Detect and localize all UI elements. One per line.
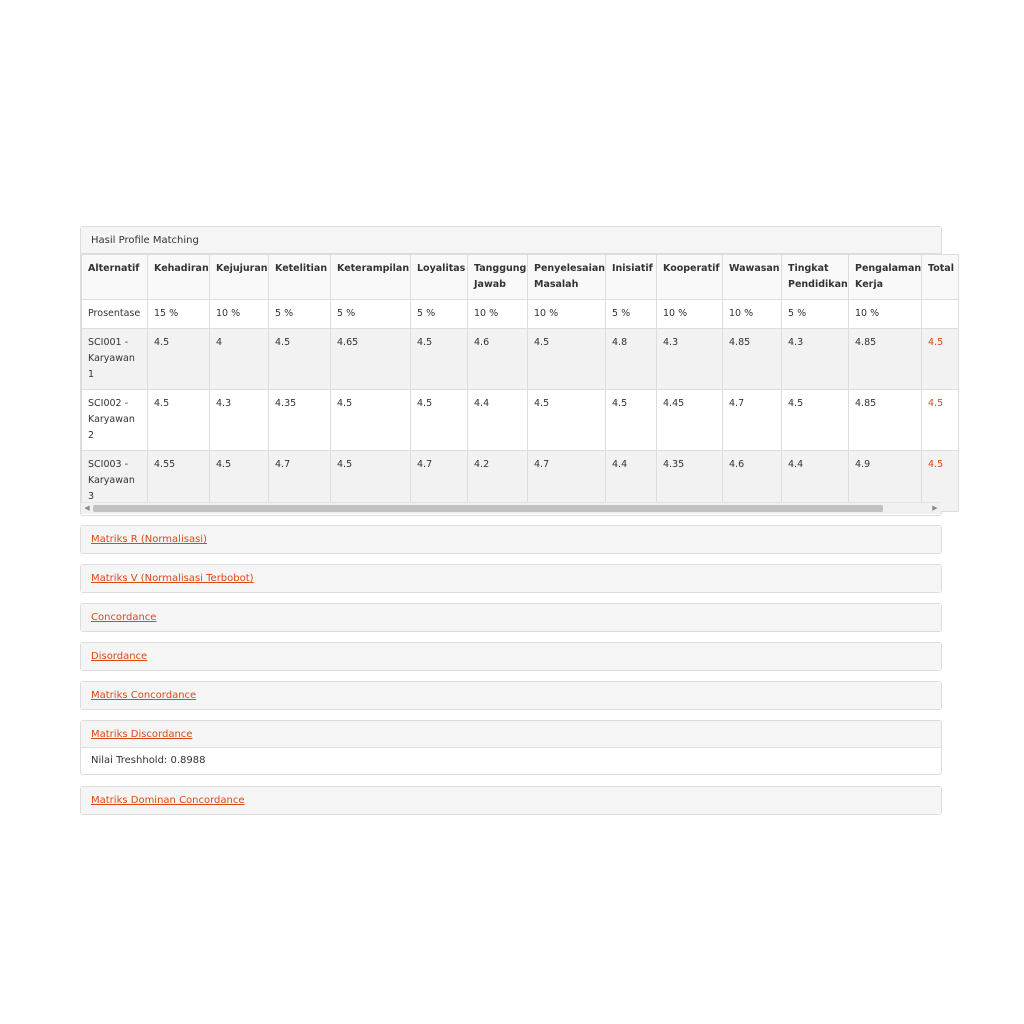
table-cell: 10 % <box>528 300 606 329</box>
table-cell: 4.65 <box>331 329 411 390</box>
panel-matriks-discordance <box>80 720 942 775</box>
table-cell: 10 % <box>210 300 269 329</box>
col-header: Keterampilan <box>331 255 411 300</box>
table-row <box>82 390 959 451</box>
col-header: Pengalaman Kerja <box>849 255 922 300</box>
col-header: Tingkat Pendidikan <box>782 255 849 300</box>
panel-matriks-dominan-concordance <box>80 786 942 815</box>
table-cell: 10 % <box>849 300 922 329</box>
total-cell: 4.5 <box>922 451 959 512</box>
table-cell <box>922 300 959 329</box>
table-cell: SCI001 - Karyawan 1 <box>82 329 148 390</box>
col-header: Ketelitian <box>269 255 331 300</box>
table-cell: 4.35 <box>657 451 723 512</box>
col-header: Penyelesaian Masalah <box>528 255 606 300</box>
table-cell: 10 % <box>468 300 528 329</box>
panel-title: Hasil Profile Matching <box>81 227 941 254</box>
total-cell: 4.5 <box>922 390 959 451</box>
profile-matching-panel <box>80 226 954 516</box>
table-cell: 4.4 <box>468 390 528 451</box>
table-cell: 5 % <box>606 300 657 329</box>
table-scroll-area[interactable] <box>81 254 954 502</box>
table-cell: 4.9 <box>849 451 922 512</box>
table-row <box>82 329 959 390</box>
panel-concordance <box>80 603 942 632</box>
table-cell: SCI003 - Karyawan 3 <box>82 451 148 512</box>
concordance-link[interactable]: Concordance <box>91 612 157 623</box>
total-cell: 4.5 <box>922 329 959 390</box>
table-cell: 4.7 <box>528 451 606 512</box>
table-cell: 4.5 <box>528 329 606 390</box>
table-cell: 4.6 <box>468 329 528 390</box>
table-cell: 4.3 <box>210 390 269 451</box>
table-cell: 4.5 <box>210 451 269 512</box>
table-cell: 4.85 <box>849 329 922 390</box>
panel-matriks-concordance <box>80 681 942 710</box>
table-cell: 4.2 <box>468 451 528 512</box>
col-header: Tanggung Jawab <box>468 255 528 300</box>
table-cell: 4.55 <box>148 451 210 512</box>
table-cell: 4.5 <box>411 390 468 451</box>
table-cell: 5 % <box>269 300 331 329</box>
col-header: Kejujuran <box>210 255 269 300</box>
col-header: Kehadiran <box>148 255 210 300</box>
table-cell: 15 % <box>148 300 210 329</box>
col-header: Wawasan <box>723 255 782 300</box>
horizontal-scrollbar[interactable] <box>81 502 941 514</box>
table-cell: 4.8 <box>606 329 657 390</box>
matriks-discordance-link[interactable]: Matriks Discordance <box>91 729 193 740</box>
table-cell: 4.5 <box>331 390 411 451</box>
table-cell: 4.7 <box>723 390 782 451</box>
table-cell: 4.85 <box>723 329 782 390</box>
table-cell: 4.4 <box>606 451 657 512</box>
col-header: Kooperatif <box>657 255 723 300</box>
matriks-v-link[interactable]: Matriks V (Normalisasi Terbobot) <box>91 573 254 584</box>
matriks-dominan-concordance-link[interactable]: Matriks Dominan Concordance <box>91 795 245 806</box>
table-cell: 4.5 <box>148 390 210 451</box>
table-cell: 5 % <box>411 300 468 329</box>
table-cell: 4.6 <box>723 451 782 512</box>
table-cell: 4.5 <box>148 329 210 390</box>
col-header: Alternatif <box>82 255 148 300</box>
table-header-row <box>82 255 959 300</box>
table-cell: 4.45 <box>657 390 723 451</box>
table-cell: 5 % <box>782 300 849 329</box>
threshold-value: Nilai Treshhold: 0.8988 <box>91 755 206 766</box>
table-cell: 4.35 <box>269 390 331 451</box>
panel-matriks-v <box>80 564 942 593</box>
arrow-right-icon[interactable]: ▶ <box>932 504 938 512</box>
profile-matching-table <box>81 254 959 512</box>
table-cell: 10 % <box>657 300 723 329</box>
table-cell: 4 <box>210 329 269 390</box>
scrollbar-thumb[interactable] <box>93 505 883 512</box>
matriks-concordance-link[interactable]: Matriks Concordance <box>91 690 197 701</box>
table-cell: 4.5 <box>269 329 331 390</box>
table-cell: 4.7 <box>269 451 331 512</box>
table-cell: SCI002 - Karyawan 2 <box>82 390 148 451</box>
col-header: Total <box>922 255 959 300</box>
table-cell: 4.85 <box>849 390 922 451</box>
table-cell: 4.5 <box>411 329 468 390</box>
col-header: Inisiatif <box>606 255 657 300</box>
table-cell: 4.7 <box>411 451 468 512</box>
disordance-link[interactable]: Disordance <box>91 651 148 662</box>
table-cell: 4.3 <box>782 329 849 390</box>
col-header: Loyalitas <box>411 255 468 300</box>
table-cell: 4.4 <box>782 451 849 512</box>
table-cell: 10 % <box>723 300 782 329</box>
table-cell: 5 % <box>331 300 411 329</box>
panel-matriks-r <box>80 525 942 554</box>
table-cell: Prosentase <box>82 300 148 329</box>
table-cell: 4.5 <box>331 451 411 512</box>
percent-row <box>82 300 959 329</box>
table-cell: 4.5 <box>528 390 606 451</box>
arrow-left-icon[interactable]: ◀ <box>84 504 90 512</box>
table-cell: 4.5 <box>782 390 849 451</box>
table-cell: 4.3 <box>657 329 723 390</box>
panel-disordance <box>80 642 942 671</box>
matriks-r-link[interactable]: Matriks R (Normalisasi) <box>91 534 207 545</box>
table-cell: 4.5 <box>606 390 657 451</box>
